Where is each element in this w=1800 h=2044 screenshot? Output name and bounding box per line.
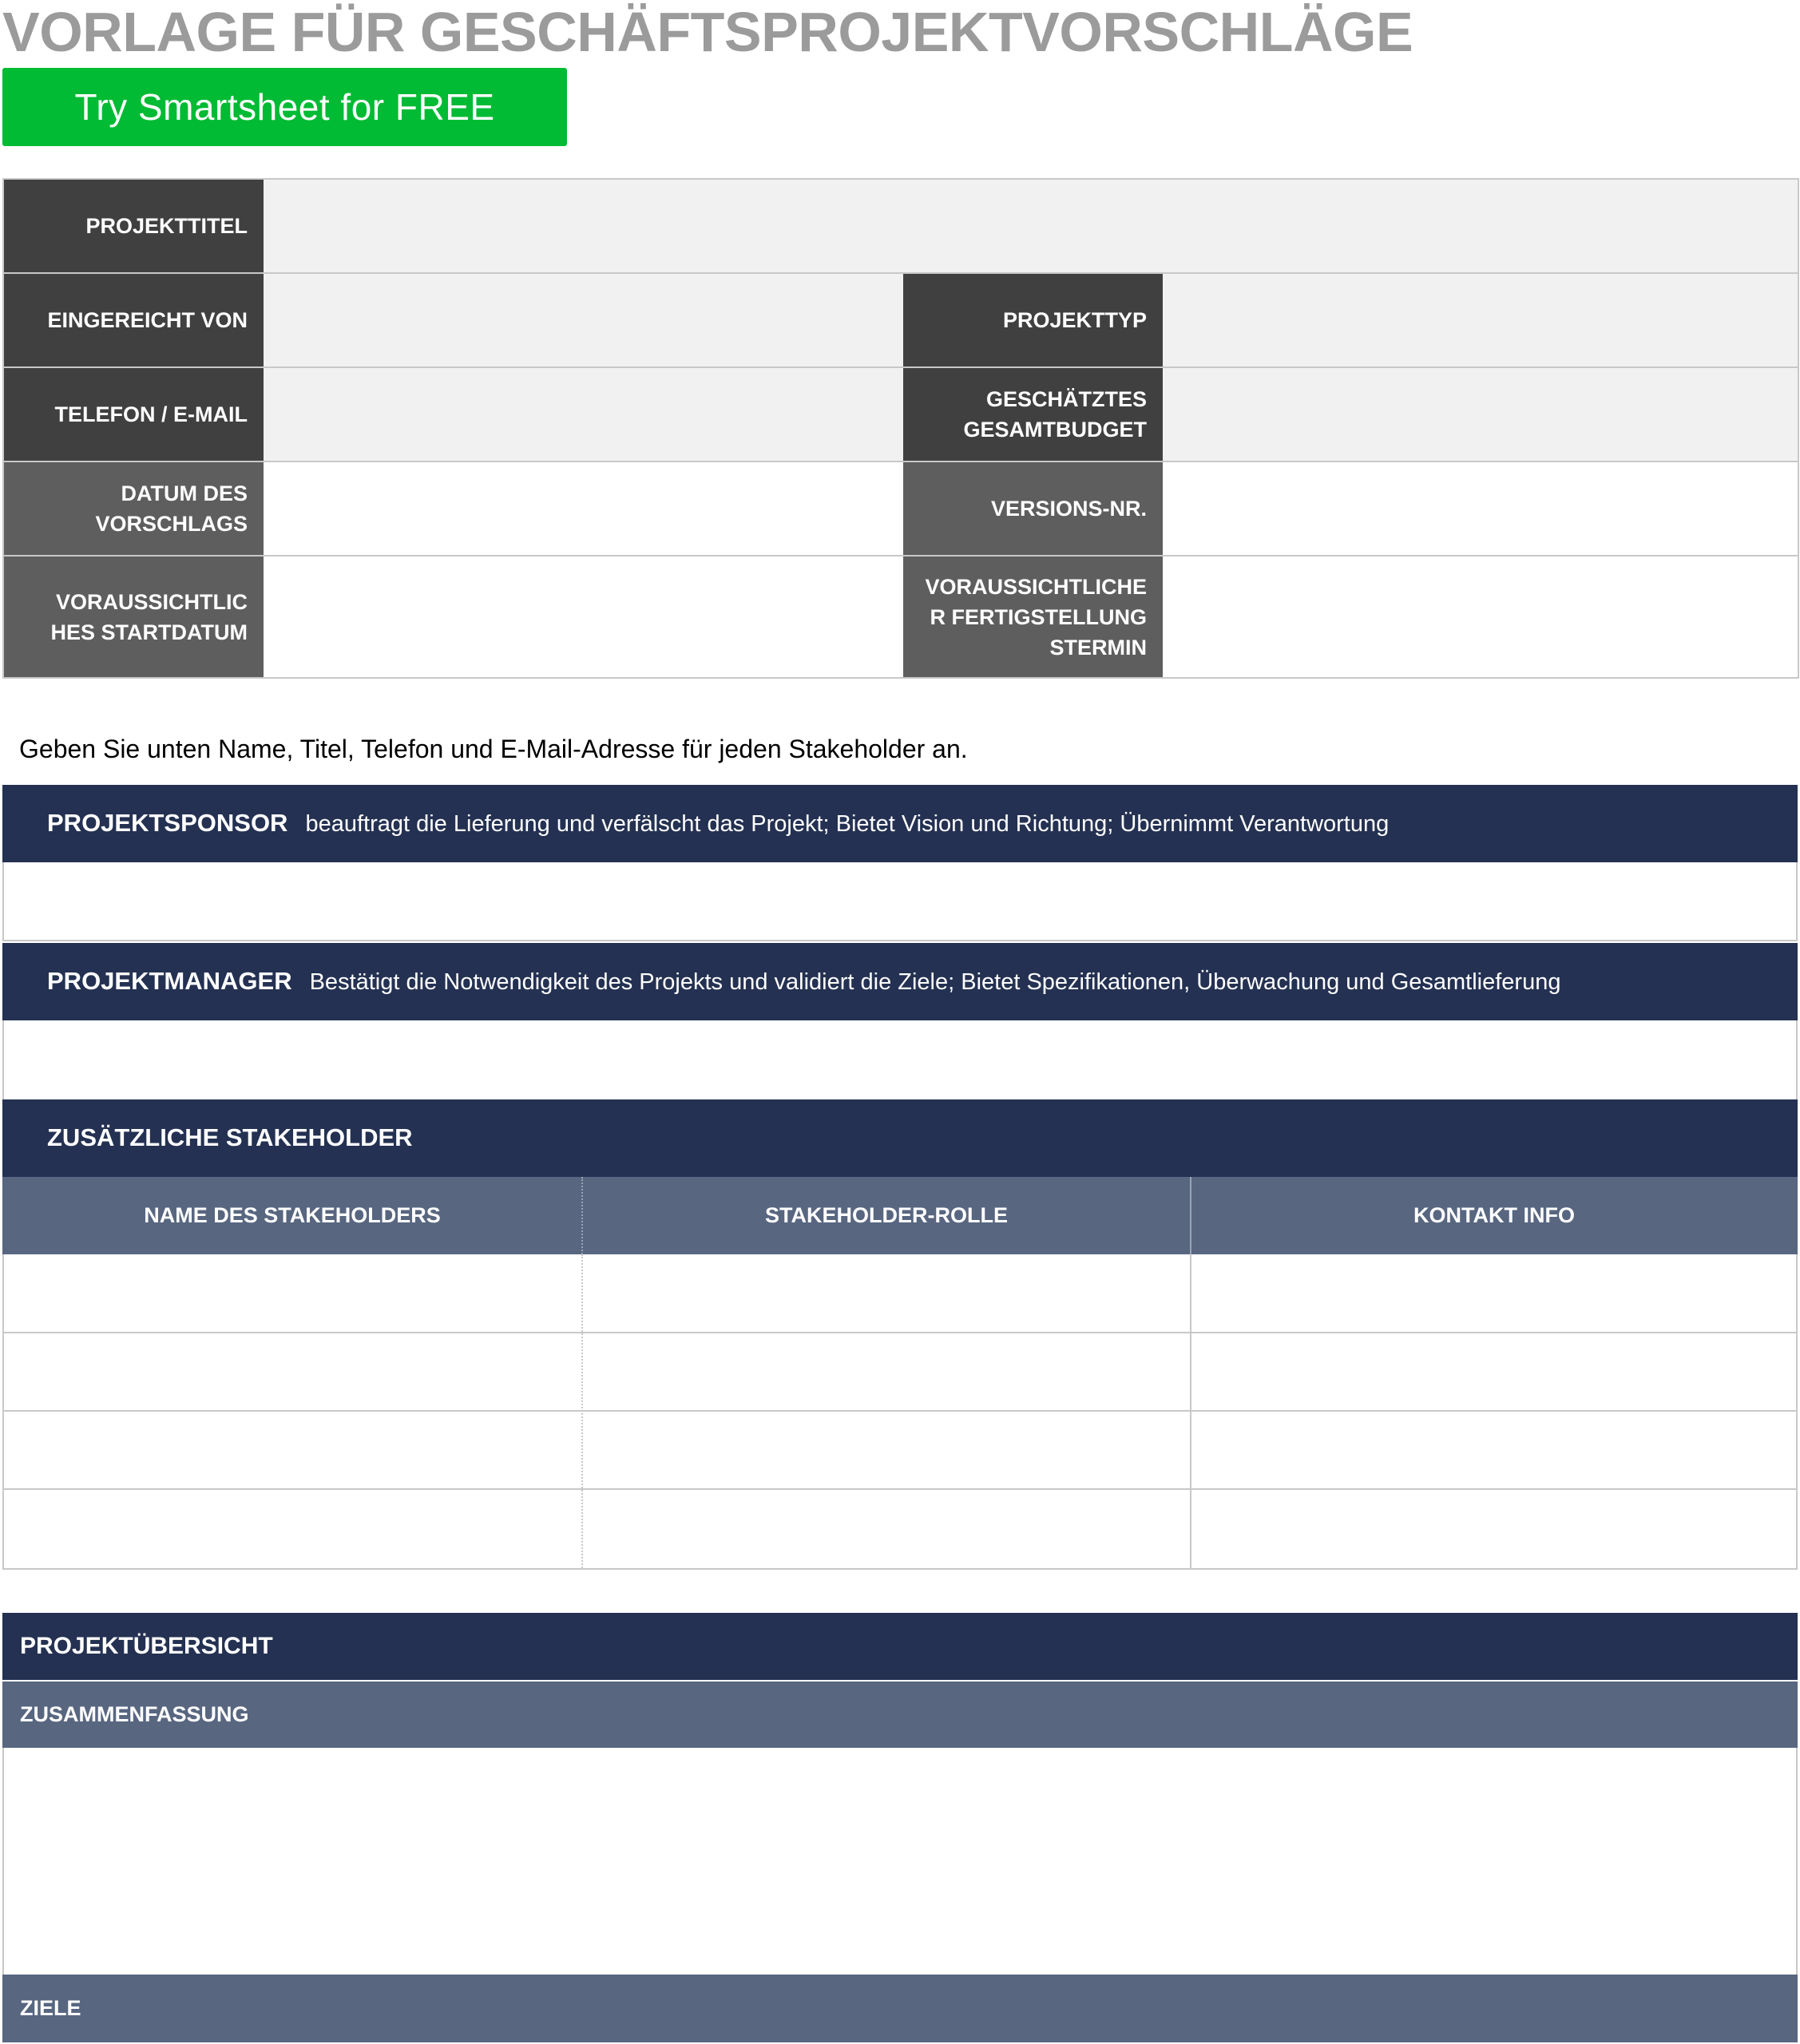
label-fertigstellung: VORAUSSICHTLICHER FERTIGSTELLUNGSTERMIN <box>903 557 1163 677</box>
summary-header <box>2 1682 1798 1748</box>
sponsor-header <box>2 785 1798 862</box>
label-telefon-email: TELEFON / E-MAIL <box>4 368 264 461</box>
stakeholder-name-cell[interactable] <box>4 1490 581 1568</box>
column-divider <box>581 1177 583 1254</box>
column-header-contact: KONTAKT INFO <box>1413 1203 1575 1227</box>
row-divider <box>4 272 1798 274</box>
stakeholder-table <box>2 1254 1798 1570</box>
startdatum-field[interactable] <box>264 557 903 677</box>
label-projekttitel: PROJEKTTITEL <box>4 180 264 272</box>
stakeholder-contact-cell[interactable] <box>1191 1254 1796 1332</box>
stakeholder-contact-cell[interactable] <box>1191 1490 1796 1568</box>
label-budget: GESCHÄTZTES GESAMTBUDGET <box>903 368 1163 461</box>
row-divider <box>4 555 1798 557</box>
label-projekttyp: PROJEKTTYP <box>903 274 1163 366</box>
datum-field[interactable] <box>264 462 903 555</box>
stakeholder-role-cell[interactable] <box>583 1490 1190 1568</box>
goals-label: ZIELE <box>20 1996 81 2020</box>
manager-description: Bestätigt die Notwendigkeit des Projekts und validiert die Ziele; Bietet Spezifikationen, Überwachung und Gesamtlieferung <box>309 969 1561 995</box>
label-startdatum: VORAUSSICHTLICHES STARTDATUM <box>4 557 264 677</box>
telefon-email-field[interactable] <box>264 368 903 461</box>
column-divider <box>1190 1177 1191 1254</box>
stakeholder-name-cell[interactable] <box>4 1333 581 1410</box>
manager-entry-field[interactable] <box>2 1020 1798 1099</box>
overview-header <box>2 1613 1798 1680</box>
stakeholder-name-cell[interactable] <box>4 1412 581 1488</box>
page-title: VORLAGE FÜR GESCHÄFTSPROJEKTVORSCHLÄGE <box>2 1 1413 63</box>
fertigstellung-field[interactable] <box>1163 557 1798 677</box>
sponsor-description: beauftragt die Lieferung und verfälscht das Projekt; Bietet Vision und Richtung; Übernimmt Verantwortung <box>305 811 1390 837</box>
projekttyp-field[interactable] <box>1163 274 1798 366</box>
eingereicht-von-field[interactable] <box>264 274 903 366</box>
stakeholder-instruction: Geben Sie unten Name, Titel, Telefon und E-Mail-Adresse für jeden Stakeholder an. <box>19 735 968 763</box>
column-header-role: STAKEHOLDER-ROLLE <box>765 1203 1008 1227</box>
sponsor-entry-field[interactable] <box>2 862 1798 941</box>
additional-stakeholders-header <box>2 1099 1798 1177</box>
summary-label: ZUSAMMENFASSUNG <box>20 1702 249 1726</box>
manager-label: PROJEKTMANAGER <box>47 967 292 995</box>
try-smartsheet-button[interactable]: Try Smartsheet for FREE <box>2 68 567 146</box>
goals-header <box>2 1975 1798 2042</box>
stakeholder-columns-header <box>2 1177 1798 1254</box>
column-header-name: NAME DES STAKEHOLDERS <box>144 1203 441 1227</box>
manager-header <box>2 943 1798 1020</box>
project-info-table <box>2 178 1799 679</box>
projekttitel-field[interactable] <box>264 180 1798 272</box>
version-field[interactable] <box>1163 462 1798 555</box>
row-divider <box>4 461 1798 462</box>
stakeholder-name-cell[interactable] <box>4 1254 581 1332</box>
sponsor-label: PROJEKTSPONSOR <box>47 809 288 837</box>
label-eingereicht-von: EINGEREICHT VON <box>4 274 264 366</box>
stakeholder-contact-cell[interactable] <box>1191 1333 1796 1410</box>
label-version: VERSIONS-NR. <box>903 462 1163 555</box>
stakeholder-role-cell[interactable] <box>583 1333 1190 1410</box>
overview-title: PROJEKTÜBERSICHT <box>20 1633 273 1659</box>
stakeholder-contact-cell[interactable] <box>1191 1412 1796 1488</box>
row-divider <box>4 366 1798 368</box>
additional-stakeholders-label: ZUSÄTZLICHE STAKEHOLDER <box>47 1123 413 1151</box>
stakeholder-role-cell[interactable] <box>583 1254 1190 1332</box>
summary-field[interactable] <box>2 1748 1798 1975</box>
stakeholder-role-cell[interactable] <box>583 1412 1190 1488</box>
label-datum: DATUM DES VORSCHLAGS <box>4 462 264 555</box>
budget-field[interactable] <box>1163 368 1798 461</box>
